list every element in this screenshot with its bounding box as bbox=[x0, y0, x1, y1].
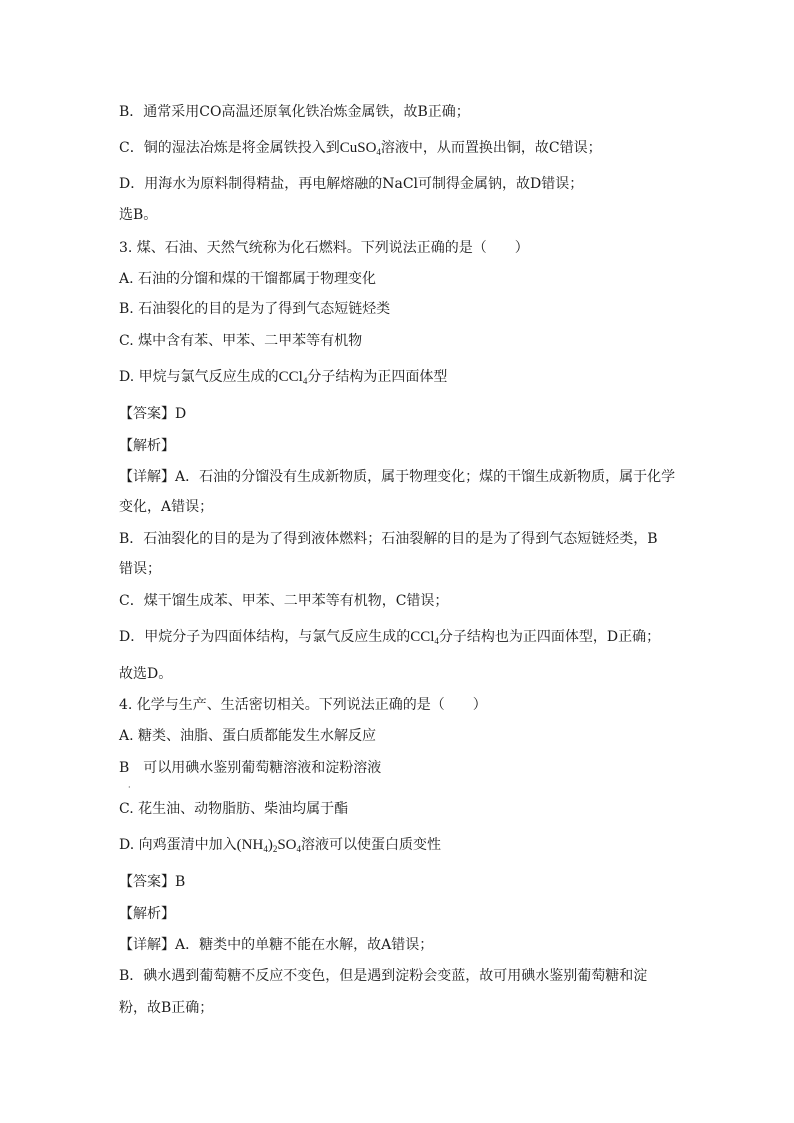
option-c: C. 煤中含有苯、甲苯、二甲苯等有机物 bbox=[119, 333, 363, 349]
option-a: A. 糖类、油脂、蛋白质都能发生水解反应 bbox=[119, 728, 377, 744]
text-line: C．煤干馏生成苯、甲苯、二甲苯等有机物，C错误； bbox=[119, 593, 449, 609]
answer-label: 【答案】D bbox=[119, 406, 187, 422]
chemical-formula: CuSO$_4$ bbox=[339, 140, 381, 157]
text-line: D．甲烷分子为四面体结构，与氯气反应生成的CCl$_4$分子结构也为正四面体型，D正确； bbox=[119, 629, 661, 646]
text-line: B．碘水遇到葡萄糖不反应不变色，但是遇到淀粉会变蓝，故可用碘水鉴别葡萄糖和淀 bbox=[119, 968, 648, 984]
text-line: D．用海水为原料制得精盐，再电解熔融的NaCl可制得金属钠，故D错误； bbox=[119, 176, 584, 192]
text-line: C．铜的湿法冶炼是将金属铁投入到CuSO$_4$溶液中，从而置换出铜，故C错误； bbox=[119, 140, 602, 157]
analysis-label: 【解析】 bbox=[119, 906, 175, 922]
option-b: B. 石油裂化的目的是为了得到气态短链烃类 bbox=[119, 301, 391, 317]
option-c: C. 花生油、动物脂肪、柴油均属于酯 bbox=[119, 801, 349, 817]
text-line: B．石油裂化的目的是为了得到液体燃料；石油裂解的目的是为了得到气态短链烃类，B bbox=[119, 531, 658, 547]
question-stem: 4. 化学与生产、生活密切相关。下列说法正确的是（ ） bbox=[119, 697, 487, 713]
option-d: D. 向鸡蛋清中加入$(NH_4)_2SO_4$溶液可以使蛋白质变性 bbox=[119, 837, 441, 854]
text-line: 【详解】A．糖类中的单糖不能在水解，故A错误； bbox=[119, 937, 434, 953]
text-line: 选B。 bbox=[119, 207, 158, 223]
text-line: 变化，A错误； bbox=[119, 499, 214, 515]
analysis-label: 【解析】 bbox=[119, 438, 175, 454]
option-d: D. 甲烷与氯气反应生成的CCl$_4$分子结构为正四面体型 bbox=[119, 369, 448, 386]
text-line: B．通常采用CO高温还原氧化铁冶炼金属铁，故B正确； bbox=[119, 104, 470, 120]
text-line: 错误； bbox=[119, 561, 161, 577]
chemical-formula: CCl$_4$ bbox=[278, 369, 308, 386]
text-line: 故选D。 bbox=[119, 666, 173, 682]
question-stem: 3. 煤、石油、天然气统称为化石燃料。下列说法正确的是（ ） bbox=[119, 240, 529, 256]
text-line: 【详解】A．石油的分馏没有生成新物质，属于物理变化；煤的干馏生成新物质，属于化学 bbox=[119, 469, 676, 485]
stray-mark: · bbox=[128, 783, 131, 792]
chemical-formula: $(NH_4)_2SO_4$ bbox=[236, 837, 301, 854]
chemical-formula: CCl$_4$ bbox=[410, 629, 439, 646]
option-b: B 可以用碘水鉴别葡萄糖溶液和淀粉溶液 bbox=[119, 760, 382, 776]
text-line: 粉，故B正确； bbox=[119, 1000, 214, 1016]
option-a: A. 石油的分馏和煤的干馏都属于物理变化 bbox=[119, 271, 377, 287]
answer-label: 【答案】B bbox=[119, 874, 186, 890]
